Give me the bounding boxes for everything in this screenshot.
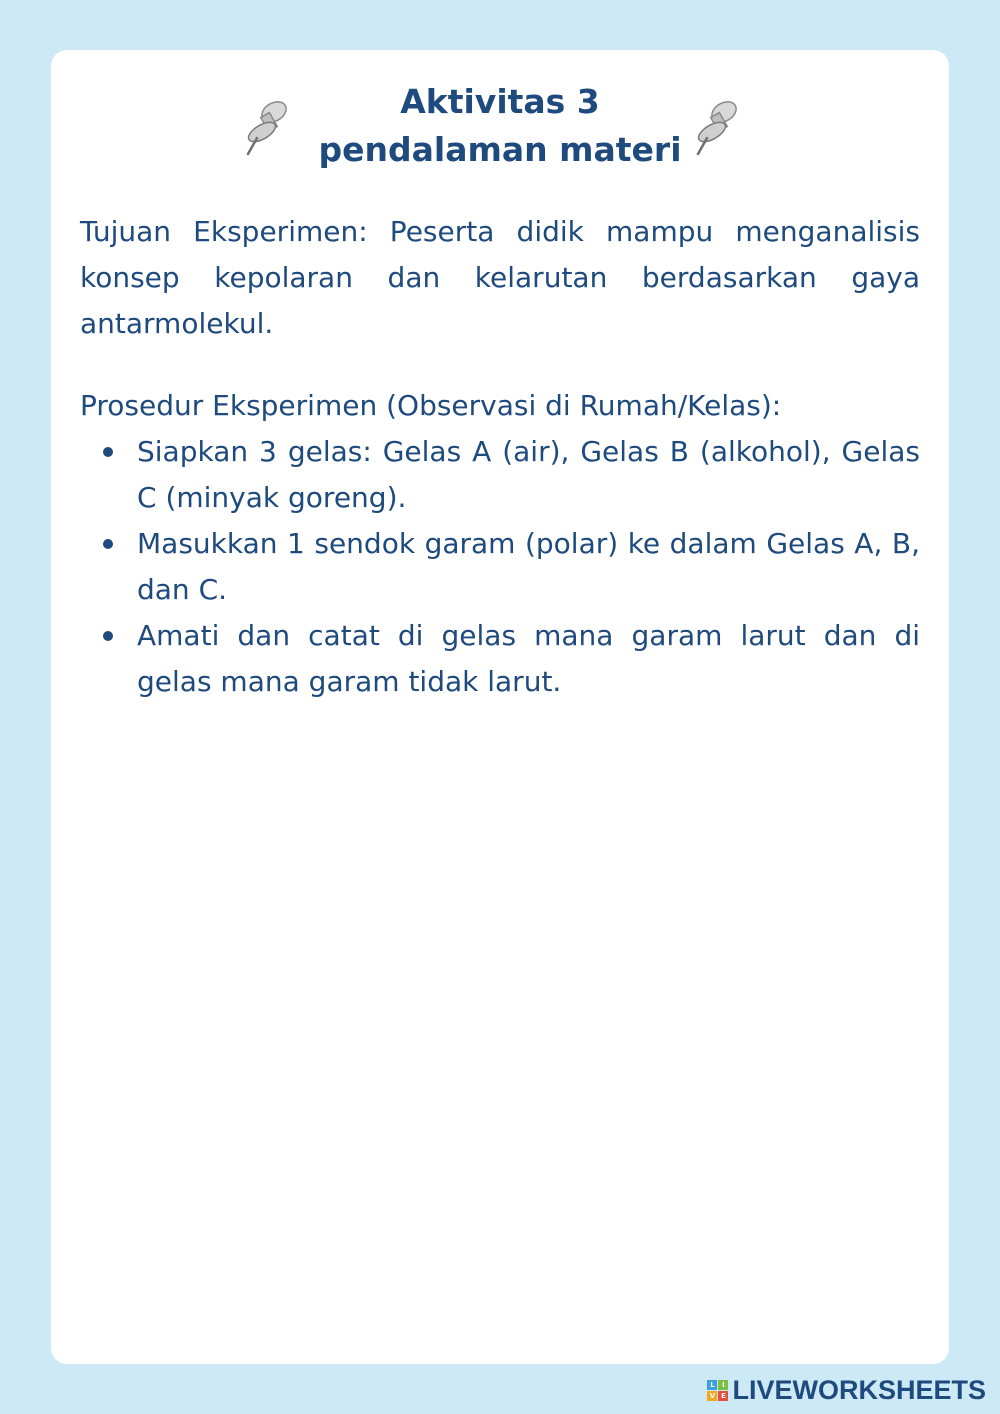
logo-text: LIVEWORKSHEETS bbox=[732, 1374, 986, 1405]
badge-letter: L bbox=[707, 1380, 717, 1390]
badge-letter: E bbox=[718, 1391, 728, 1401]
spacer bbox=[80, 347, 920, 383]
worksheet-content bbox=[80, 209, 920, 705]
liveworksheets-logo[interactable] bbox=[707, 1376, 986, 1404]
badge-letter: V bbox=[707, 1391, 717, 1401]
title-line-1: Aktivitas 3 bbox=[400, 82, 600, 121]
bullet-icon bbox=[103, 539, 113, 549]
list-item bbox=[80, 613, 920, 705]
page-title bbox=[0, 78, 1000, 174]
objective-paragraph: Tujuan Eksperimen: Peserta didik mampu menganalisis konsep kepolaran dan kelarutan berdasarkan gaya antarmolekul. bbox=[80, 215, 920, 340]
bullet-icon bbox=[103, 631, 113, 641]
badge-letter: I bbox=[718, 1380, 728, 1390]
procedure-heading: Prosedur Eksperimen (Observasi di Rumah/Kelas): bbox=[80, 389, 782, 422]
step-text: Siapkan 3 gelas: Gelas A (air), Gelas B (alkohol), Gelas C (minyak goreng). bbox=[137, 435, 920, 514]
logo-badge-icon bbox=[707, 1380, 728, 1401]
list-item bbox=[80, 521, 920, 613]
bullet-icon bbox=[103, 447, 113, 457]
procedure-steps bbox=[80, 429, 920, 705]
title-line-2: pendalaman materi bbox=[318, 130, 682, 169]
step-text: Amati dan catat di gelas mana garam larut dan di gelas mana garam tidak larut. bbox=[137, 619, 920, 698]
list-item bbox=[80, 429, 920, 521]
step-text: Masukkan 1 sendok garam (polar) ke dalam Gelas A, B, dan C. bbox=[137, 527, 920, 606]
